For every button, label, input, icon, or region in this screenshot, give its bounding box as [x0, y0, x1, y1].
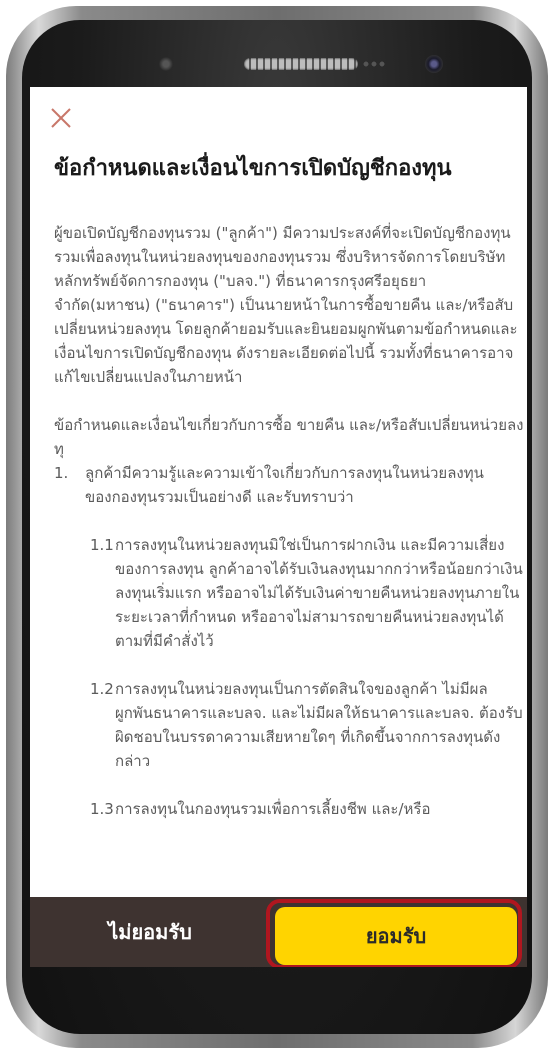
decline-button[interactable]: ไม่ยอมรับ: [108, 920, 192, 944]
list-item-number: 1.: [54, 464, 69, 482]
sub-item-text: การลงทุนในหน่วยลงทุนมิใช่เป็นการฝากเงิน และมีความเสี่ยงของการลงทุน ลูกค้าอาจได้รับเงินลงทุนมากกว่าหรือน้อยกว่าเงินลงทุนเริ่มแรก หรืออาจไม่ได้รับเงินค่าขายคืนหน่วยลงทุนภายในระยะเวลาที่กำหนด หรืออาจไม่สามารถขายคืนหน่วยลงทุนได้ตามที่มีคำสั่งไว้: [115, 536, 523, 650]
sub-item-text: การลงทุนในกองทุนรวมเพื่อการเลี้ยงชีพ และ/หรือ: [115, 800, 431, 818]
sub-item-number: 1.2: [90, 680, 114, 698]
terms-content[interactable]: [54, 221, 524, 845]
terms-screen: [30, 87, 527, 967]
list-item: [54, 461, 524, 509]
section-heading: ข้อกำหนดและเงื่อนไขเกี่ยวกับการซื้อ ขายคืน และ/หรือสับเปลี่ยนหน่วยลงทุ: [54, 416, 524, 458]
earpiece-speaker: [244, 58, 358, 70]
page-title: ข้อกำหนดและเงื่อนไขการเปิดบัญชีกองทุน: [54, 156, 452, 181]
front-camera: [425, 55, 443, 73]
intro-paragraph: ผู้ขอเปิดบัญชีกองทุนรวม ("ลูกค้า") มีความประสงค์ที่จะเปิดบัญชีกองทุนรวมเพื่อลงทุนในหน่วยลงทุนของกองทุนรวม ซึ่งบริหารจัดการโดยบริษัทหลักทรัพย์จัดการกองทุน ("บลจ.") ที่ธนาคารกรุงศรีอยุธยา จำกัด(มหาชน) ("ธนาคาร") เป็นนายหน้าในการซื้อขายคืน และ/หรือสับเปลี่ยนหน่วยลงทุน โดยลูกค้ายอมรับและยินยอมผูกพันตามข้อกำหนดและเงื่อนไขการเปิดบัญชีกองทุน ดังรายละเอียดต่อไปนี้ รวมทั้งที่ธนาคารอาจแก้ไขเปลี่ยนแปลงในภายหน้า: [54, 224, 518, 386]
proximity-sensor: [159, 57, 173, 71]
accept-button[interactable]: ยอมรับ: [275, 907, 517, 965]
action-bar: [30, 897, 527, 967]
sensor-dots: [362, 59, 386, 69]
sub-item-text: การลงทุนในหน่วยลงทุนเป็นการตัดสินใจของลูกค้า ไม่มีผลผูกพันธนาคารและบลจ. และไม่มีผลให้ธนาคารและบลจ. ต้องรับผิดชอบในบรรดาความเสียหายใดๆ ที่เกิดขึ้นจากการลงทุนดังกล่าว: [115, 680, 523, 770]
sub-list-item: [90, 797, 524, 821]
sub-list-item: [90, 677, 524, 773]
list-item-text: ลูกค้ามีความรู้และความเข้าใจเกี่ยวกับการลงทุนในหน่วยลงทุนของกองทุนรวมเป็นอย่างดี และรับทราบว่า: [85, 464, 484, 506]
close-icon: [46, 103, 76, 133]
close-button[interactable]: [46, 103, 76, 133]
sub-item-number: 1.1: [90, 536, 114, 554]
sub-item-number: 1.3: [90, 800, 114, 818]
sub-list-item: [90, 533, 524, 653]
